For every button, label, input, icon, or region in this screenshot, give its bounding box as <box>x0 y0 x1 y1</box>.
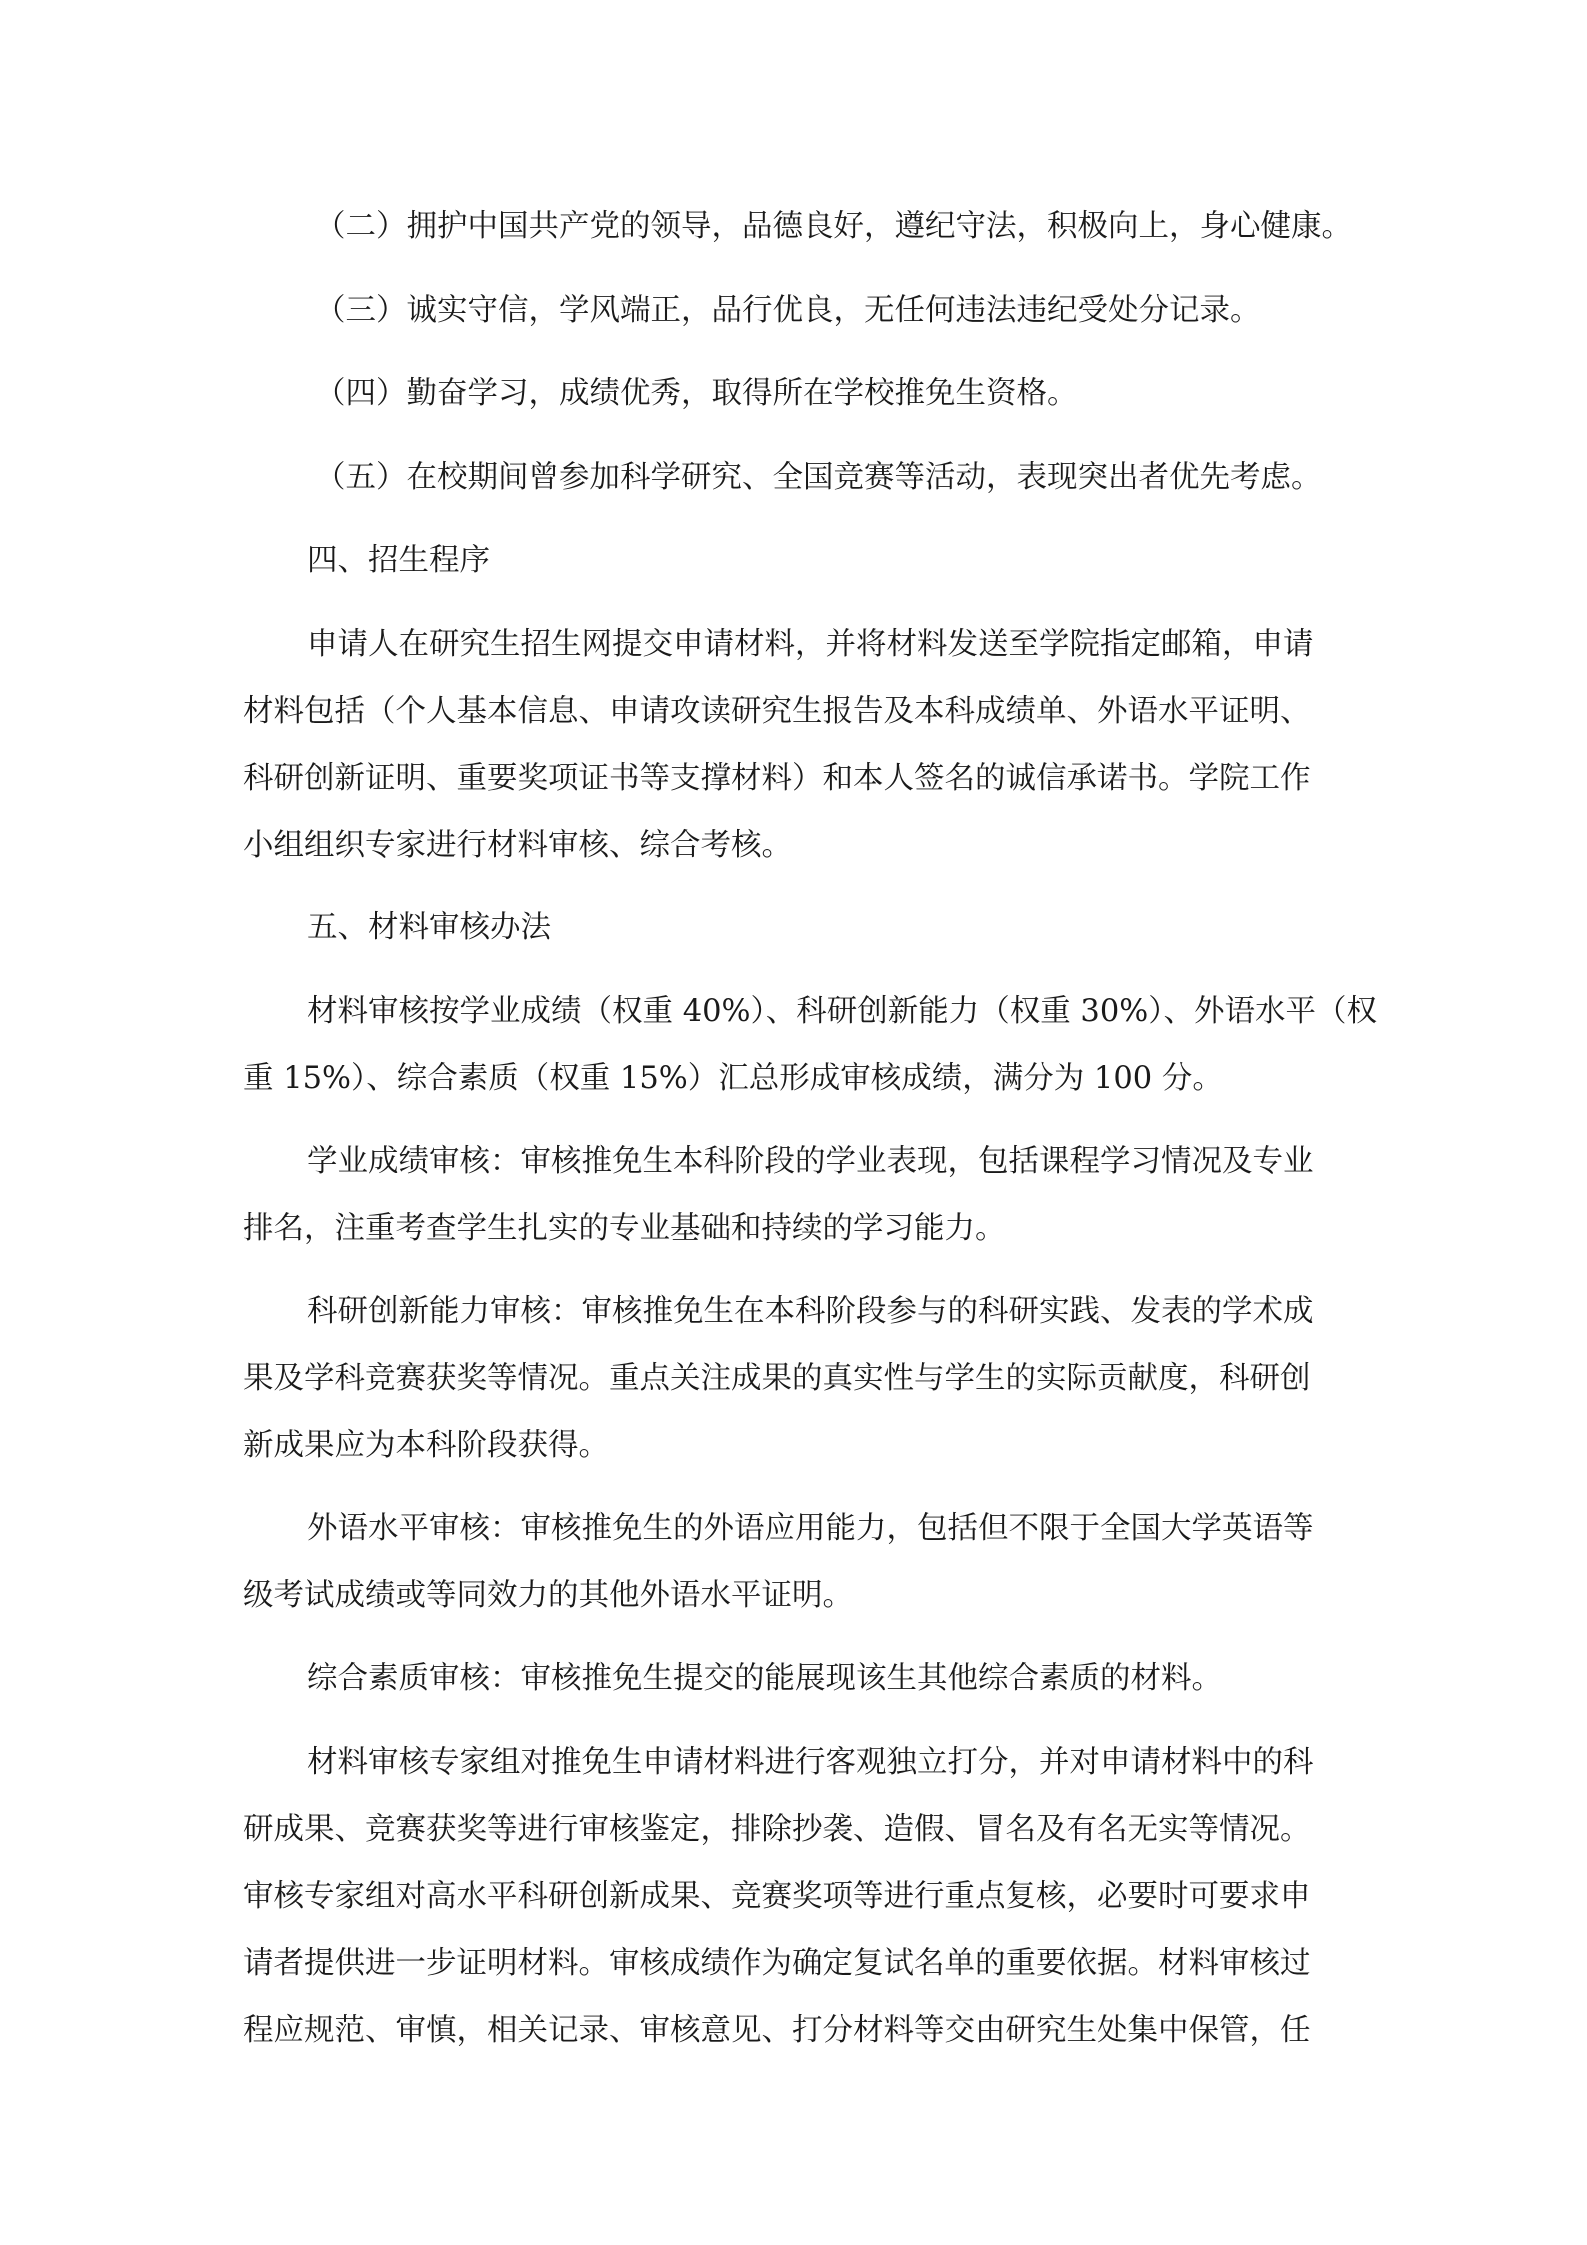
paragraph-line: （四）勤奋学习，成绩优秀，取得所在学校推免生资格。 <box>315 376 1078 411</box>
paragraph-line: 材料审核按学业成绩（权重 40%）、科研创新能力（权重 30%）、外语水平（权 <box>307 994 1377 1029</box>
paragraph-line: 科研创新能力审核：审核推免生在本科阶段参与的科研实践、发表的学术成 <box>307 1294 1314 1329</box>
paragraph-line: 材料包括（个人基本信息、申请攻读研究生报告及本科成绩单、外语水平证明、 <box>243 694 1311 729</box>
paragraph-line: 综合素质审核：审核推免生提交的能展现该生其他综合素质的材料。 <box>307 1661 1222 1696</box>
paragraph-line: 申请人在研究生招生网提交申请材料，并将材料发送至学院指定邮箱，申请 <box>307 627 1314 662</box>
paragraph-line: 果及学科竞赛获奖等情况。重点关注成果的真实性与学生的实际贡献度，科研创 <box>243 1361 1311 1396</box>
paragraph-line: 排名，注重考查学生扎实的专业基础和持续的学习能力。 <box>243 1211 1006 1246</box>
section-heading: 五、材料审核办法 <box>307 910 551 945</box>
paragraph-line: 科研创新证明、重要奖项证书等支撑材料）和本人签名的诚信承诺书。学院工作 <box>243 761 1311 796</box>
paragraph-line: （五）在校期间曾参加科学研究、全国竞赛等活动，表现突出者优先考虑。 <box>315 460 1322 495</box>
paragraph-line: （二）拥护中国共产党的领导，品德良好，遵纪守法，积极向上，身心健康。 <box>315 209 1352 244</box>
section-heading: 四、招生程序 <box>307 543 490 578</box>
paragraph-line: 请者提供进一步证明材料。审核成绩作为确定复试名单的重要依据。材料审核过 <box>243 1946 1311 1981</box>
paragraph-line: 小组组织专家进行材料审核、综合考核。 <box>243 828 792 863</box>
paragraph-line: 重 15%）、综合素质（权重 15%）汇总形成审核成绩，满分为 100 分。 <box>243 1061 1223 1096</box>
paragraph-line: 级考试成绩或等同效力的其他外语水平证明。 <box>243 1578 853 1613</box>
paragraph-line: 程应规范、审慎，相关记录、审核意见、打分材料等交由研究生处集中保管，任 <box>243 2013 1311 2048</box>
paragraph-line: 审核专家组对高水平科研创新成果、竞赛奖项等进行重点复核，必要时可要求申 <box>243 1879 1311 1914</box>
paragraph-line: 学业成绩审核：审核推免生本科阶段的学业表现，包括课程学习情况及专业 <box>307 1144 1314 1179</box>
paragraph-line: 新成果应为本科阶段获得。 <box>243 1428 609 1463</box>
paragraph-line: 材料审核专家组对推免生申请材料进行客观独立打分，并对申请材料中的科 <box>307 1745 1314 1780</box>
paragraph-line: 研成果、竞赛获奖等进行审核鉴定，排除抄袭、造假、冒名及有名无实等情况。 <box>243 1812 1311 1847</box>
paragraph-line: （三）诚实守信，学风端正，品行优良，无任何违法违纪受处分记录。 <box>315 293 1261 328</box>
paragraph-line: 外语水平审核：审核推免生的外语应用能力，包括但不限于全国大学英语等 <box>307 1511 1314 1546</box>
